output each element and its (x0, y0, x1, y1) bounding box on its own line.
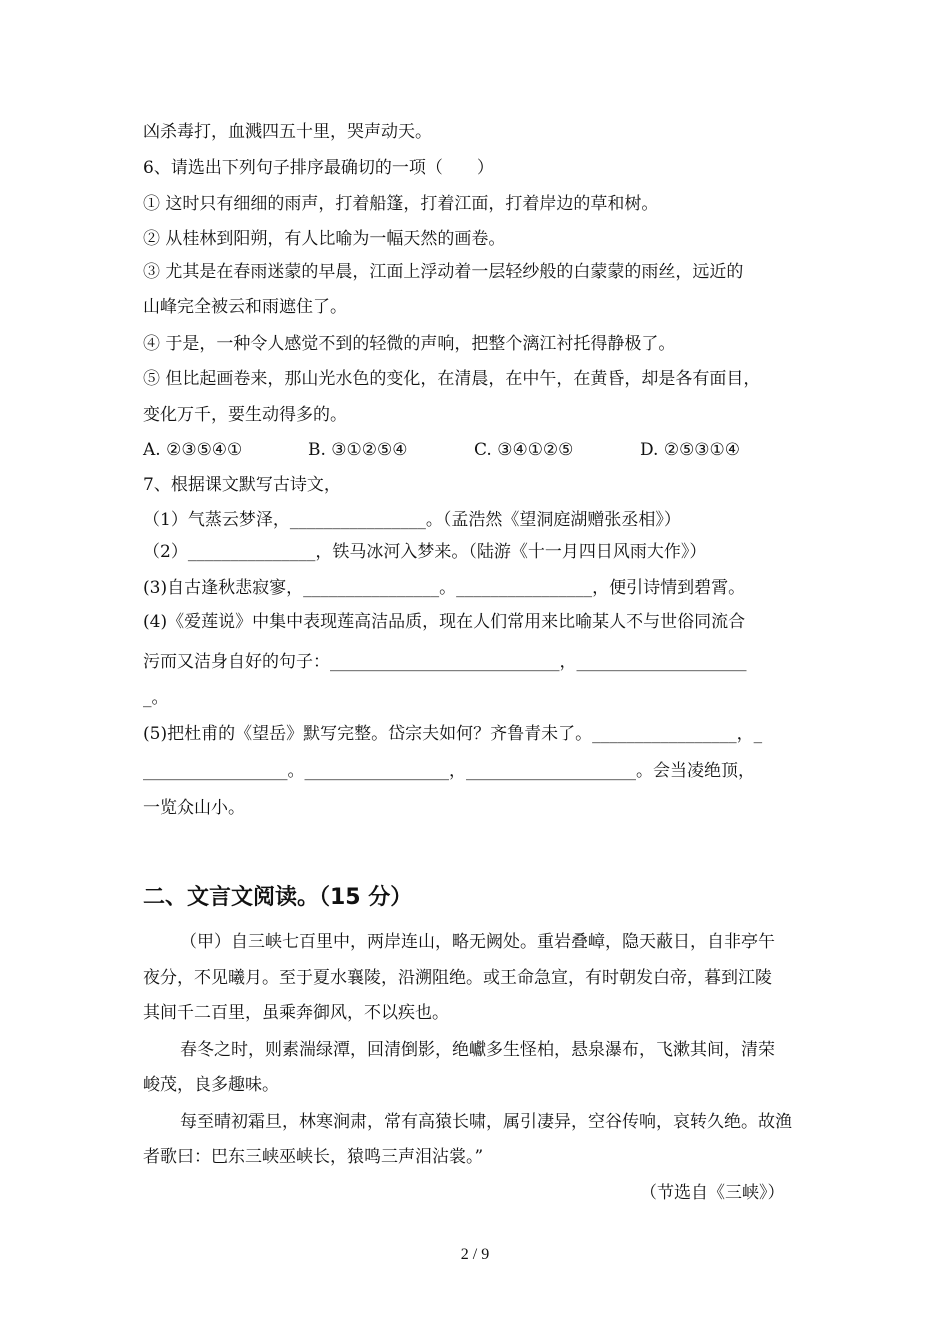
q7-line-1: （1）气蒸云梦泽，________________。（孟浩然《望洞庭湖赠张丞相》） (143, 510, 681, 530)
passage-p3b: 者歌曰：巴东三峡巫峡长，猿鸣三声泪沾裳。” (143, 1147, 484, 1167)
q7-stem: 7、根据课文默写古诗文， (143, 475, 341, 495)
q7-line-3: (3)自古逢秋悲寂寥，________________。________________，便引诗情到碧霄。 (143, 578, 746, 598)
q6-sentence-1: ① 这时只有细细的雨声，打着船篷，打着江面，打着岸边的草和树。 (143, 194, 659, 214)
q7-line-5b: _________________。_________________，____________________。会当凌绝顶， (143, 761, 755, 781)
passage-p1c: 其间千二百里，虽乘奔御风，不以疾也。 (143, 1003, 449, 1023)
passage-p1a: （甲）自三峡七百里中，两岸连山，略无阙处。重岩叠嶂，隐天蔽日，自非亭午 (180, 932, 775, 952)
q6-sentence-4: ④ 于是，一种令人感觉不到的轻微的声响，把整个漓江衬托得静极了。 (143, 334, 676, 354)
passage-p3a: 每至晴初霜旦，林寒涧肃，常有高猿长啸，属引凄异，空谷传响，哀转久绝。故渔 (180, 1112, 792, 1132)
q5-tail-text: 凶杀毒打，血溅四五十里，哭声动天。 (143, 122, 432, 142)
q7-line-4a: (4)《爱莲说》中集中表现莲高洁品质，现在人们常用来比喻某人不与世俗同流合 (143, 612, 746, 632)
q6-sentence-5a: ⑤ 但比起画卷来，那山光水色的变化，在清晨，在中午，在黄昏，却是各有面目， (143, 369, 761, 389)
passage-p2b: 峻茂，良多趣味。 (143, 1075, 279, 1095)
q7-line-5c: 一览众山小。 (143, 798, 245, 818)
q6-option-a: A. ②③⑤④① (143, 440, 243, 460)
q6-sentence-3b: 山峰完全被云和雨遮住了。 (143, 297, 347, 317)
q6-sentence-3a: ③ 尤其是在春雨迷蒙的早晨，江面上浮动着一层轻纱般的白蒙蒙的雨丝，远近的 (143, 262, 744, 282)
q7-line-4c: _。 (143, 688, 169, 708)
q7-line-2: （2）_______________，铁马冰河入梦来。（陆游《十一月四日风雨大作》） (143, 542, 707, 562)
q6-option-d: D. ②⑤③①④ (640, 440, 741, 460)
q7-line-4b: 污而又洁身自好的句子：___________________________，____________________ (143, 652, 747, 672)
q6-stem: 6、请选出下列句子排序最确切的一项（ ） (143, 158, 494, 178)
q6-sentence-2: ② 从桂林到阳朔，有人比喻为一幅天然的画卷。 (143, 229, 506, 249)
section-2-heading: 二、文言文阅读。（15 分） (143, 885, 413, 910)
passage-p2a: 春冬之时，则素湍绿潭，回清倒影，绝巘多生怪柏，悬泉瀑布，飞漱其间，清荣 (180, 1040, 775, 1060)
passage-source: （节选自《三峡》） (640, 1183, 785, 1203)
page-number: 2 / 9 (460, 1246, 490, 1263)
q7-line-5a: (5)把杜甫的《望岳》默写完整。岱宗夫如何？齐鲁青未了。_________________，_ (143, 724, 763, 744)
q6-sentence-5b: 变化万千，要生动得多的。 (143, 405, 347, 425)
q6-option-c: C. ③④①②⑤ (474, 440, 574, 460)
q6-option-b: B. ③①②⑤④ (308, 440, 408, 460)
passage-p1b: 夜分，不见曦月。至于夏水襄陵，沿溯阻绝。或王命急宣，有时朝发白帝，暮到江陵 (143, 968, 772, 988)
